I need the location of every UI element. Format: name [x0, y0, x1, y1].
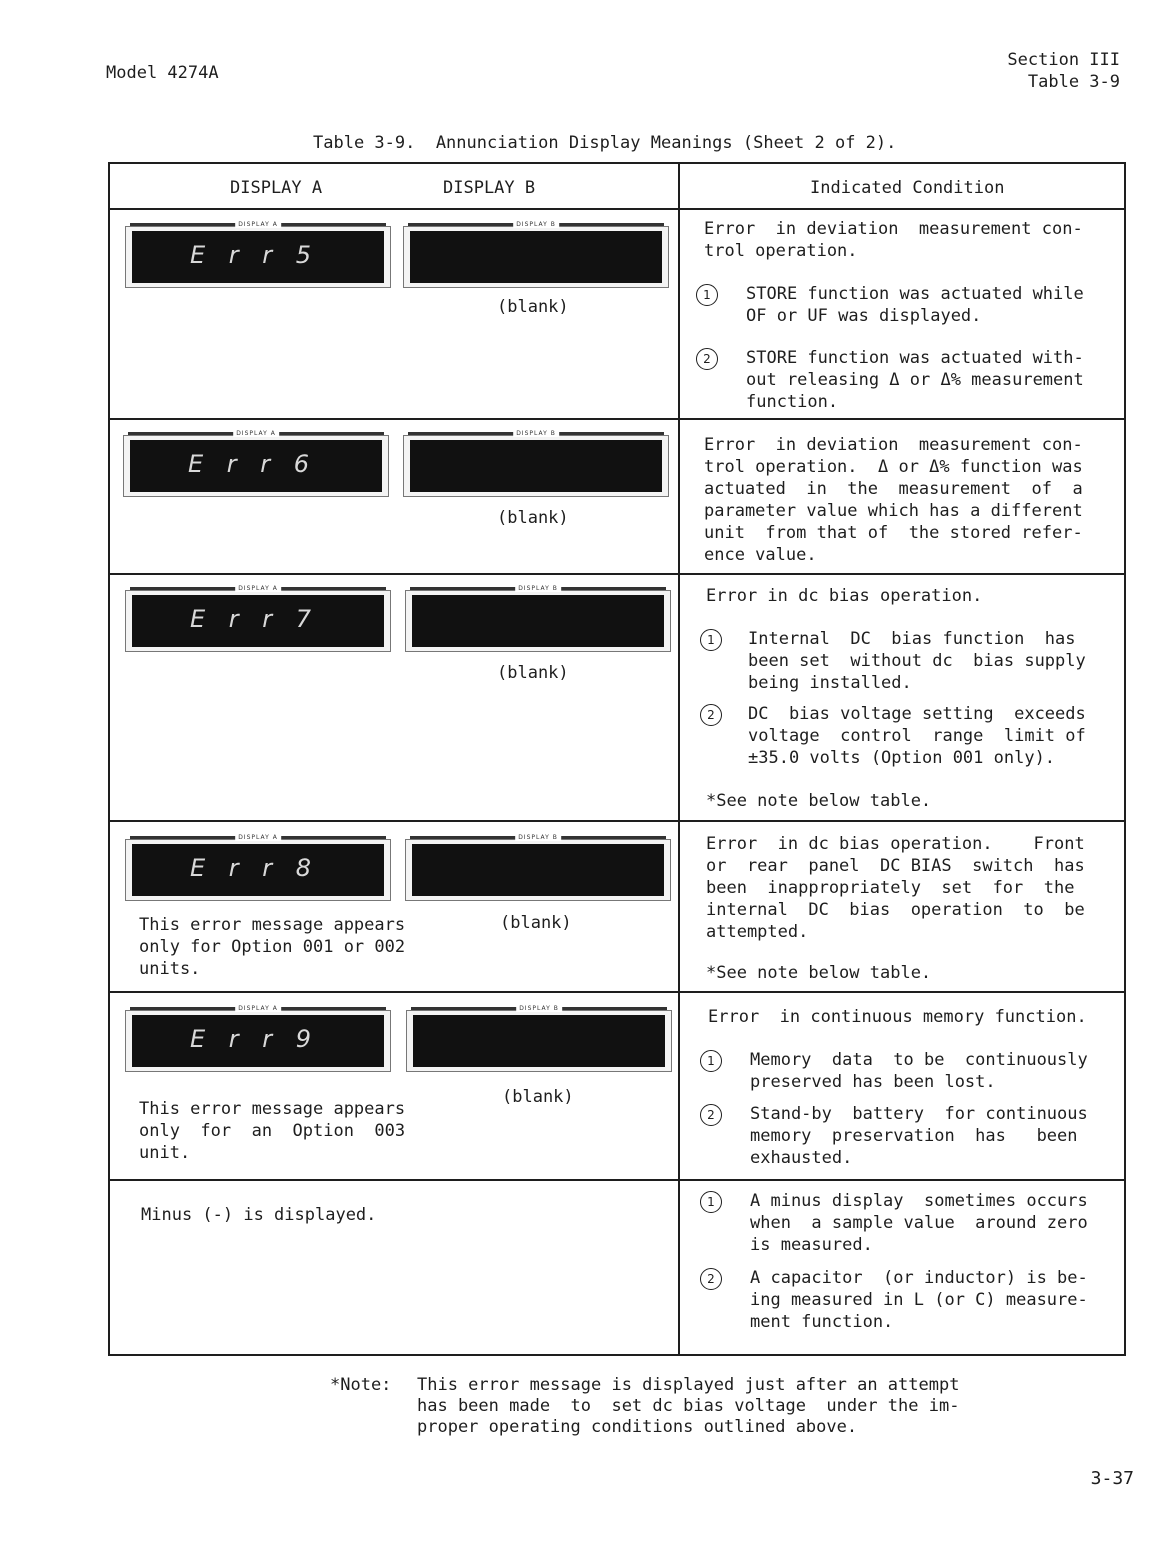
panel-label-b: DISPLAY B	[515, 585, 561, 592]
error-code: E r r 6	[188, 450, 318, 478]
row-divider	[110, 573, 1124, 575]
column-header-condition: Indicated Condition	[810, 178, 1005, 198]
column-divider	[678, 164, 680, 1354]
table-reference-label: Table 3-9	[1027, 72, 1120, 92]
panel-label-a: DISPLAY A	[235, 1005, 281, 1012]
footnote-reference: *See note below table.	[706, 963, 932, 983]
header-divider	[110, 208, 1124, 210]
condition-text: Error in deviation measurement con- trol operation. Δ or Δ% function was actuated in the measurement of a parameter value which has a different unit from that of the stored refer- ence value.	[704, 435, 1083, 565]
display-a-panel	[125, 221, 391, 288]
panel-label-b: DISPLAY B	[513, 221, 559, 228]
display-a-panel	[125, 585, 391, 652]
error-code: E r r 5	[190, 241, 320, 269]
condition-item: A minus display sometimes occurs when a sample value around zero is measured.	[750, 1191, 1088, 1255]
display-b-panel	[405, 834, 671, 901]
option-note: This error message appears only for Option 001 or 002 units.	[139, 915, 406, 979]
blank-label: (blank)	[497, 508, 569, 528]
blank-label: (blank)	[502, 1087, 574, 1107]
condition-item: Memory data to be continuously preserved has been lost.	[750, 1050, 1088, 1092]
row-divider	[110, 820, 1124, 822]
panel-label-b: DISPLAY B	[515, 834, 561, 841]
condition-item: STORE function was actuated with- out releasing Δ or Δ% measurement function.	[746, 348, 1084, 412]
row-divider	[110, 991, 1124, 993]
section-label: Section III	[1007, 50, 1120, 70]
condition-text: Error in deviation measurement con- trol operation.	[704, 219, 1083, 261]
display-a-panel	[125, 1005, 391, 1072]
condition-text: Error in dc bias operation.	[706, 586, 983, 606]
item-number-badge: 2	[696, 348, 718, 370]
condition-item: DC bias voltage setting exceeds voltage control range limit of ±35.0 volts (Option 001 only).	[748, 704, 1086, 768]
condition-text: Error in continuous memory function.	[708, 1007, 1087, 1027]
display-a-panel	[125, 834, 391, 901]
item-number-badge: 1	[700, 629, 722, 651]
error-code: E r r 8	[190, 854, 320, 882]
section-reference	[1007, 49, 1120, 93]
display-b-panel	[405, 585, 671, 652]
page-number: 3-37	[1090, 1468, 1134, 1489]
minus-display-description: Minus (-) is displayed.	[141, 1205, 377, 1225]
blank-label: (blank)	[500, 913, 572, 933]
panel-label-b: DISPLAY B	[513, 430, 559, 437]
blank-label: (blank)	[497, 663, 569, 683]
item-number-badge: 2	[700, 704, 722, 726]
error-code: E r r 7	[190, 605, 320, 633]
item-number-badge: 1	[696, 284, 718, 306]
row-divider	[110, 418, 1124, 420]
error-code: E r r 9	[190, 1025, 320, 1053]
note-text: This error message is displayed just after an attempt has been made to set dc bias voltage under the im- proper operating conditions outlined above.	[417, 1375, 960, 1437]
condition-item: Internal DC bias function has been set without dc bias supply being installed.	[748, 629, 1086, 693]
column-header-display-b: DISPLAY B	[443, 178, 536, 198]
display-a-panel	[123, 430, 389, 497]
condition-text: Error in dc bias operation. Front or rear panel DC BIAS switch has been inappropriately set for the internal DC bias operation to be attempted.	[706, 834, 1085, 942]
column-header-display-a: DISPLAY A	[230, 178, 323, 198]
panel-label-a: DISPLAY A	[235, 585, 281, 592]
display-b-panel	[406, 1005, 672, 1072]
table-title: Table 3-9. Annunciation Display Meanings (Sheet 2 of 2).	[313, 133, 897, 153]
condition-item: A capacitor (or inductor) is be- ing measured in L (or C) measure- ment function.	[750, 1268, 1088, 1332]
item-number-badge: 1	[700, 1050, 722, 1072]
item-number-badge: 2	[700, 1104, 722, 1126]
panel-label-a: DISPLAY A	[235, 221, 281, 228]
option-note: This error message appears only for an Option 003 unit.	[139, 1099, 406, 1163]
model-label: Model 4274A	[106, 63, 219, 83]
panel-label-a: DISPLAY A	[233, 430, 279, 437]
display-b-panel	[403, 430, 669, 497]
blank-label: (blank)	[497, 297, 569, 317]
item-number-badge: 1	[700, 1191, 722, 1213]
panel-label-a: DISPLAY A	[235, 834, 281, 841]
footnote-reference: *See note below table.	[706, 791, 932, 811]
condition-item: STORE function was actuated while OF or UF was displayed.	[746, 284, 1084, 326]
item-number-badge: 2	[700, 1268, 722, 1290]
display-b-panel	[403, 221, 669, 288]
panel-label-b: DISPLAY B	[516, 1005, 562, 1012]
condition-item: Stand-by battery for continuous memory preservation has been exhausted.	[750, 1104, 1088, 1168]
annunciation-table	[108, 162, 1126, 1356]
note-label: *Note:	[330, 1375, 392, 1395]
row-divider	[110, 1179, 1124, 1181]
